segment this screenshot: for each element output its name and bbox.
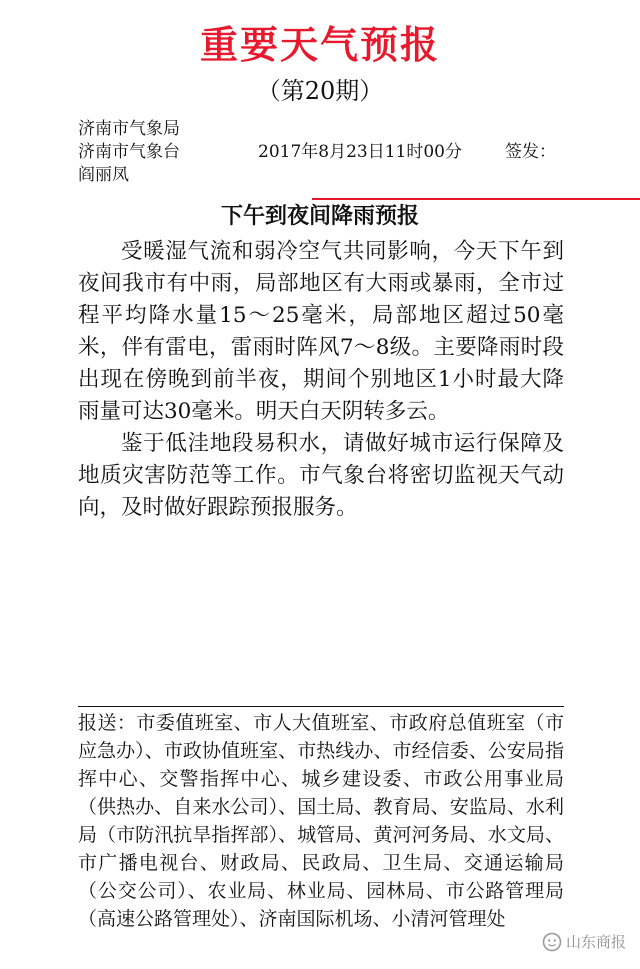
forecast-paragraph-2: 鉴于低洼地段易积水，请做好城市运行保障及地质灾害防范等工作。市气象台将密切监视天气动向，及时做好跟踪预报服务。	[78, 431, 564, 520]
issuer-station: 济南市气象台	[78, 142, 180, 162]
watermark-text: 山东商报	[565, 933, 626, 951]
forecast-body	[78, 236, 564, 524]
recipients-list: 报送：市委值班室、市人大值班室、市政府总值班室（市应急办）、市政协值班室、市热线办、市经信委、公安局指挥中心、交警指挥中心、城乡建设委、市政公用事业局（供热办、自来水公司）、国土局、教育局、安监局、水利局（市防汛抗旱指挥部）、城管局、黄河河务局、水文局、市广播电视台、财政局、民政局、卫生局、交通运输局（公交公司）、农业局、林业局、园林局、市公路管理局（高速公路管理处）、济南国际机场、小清河管理处	[78, 706, 564, 933]
wechat-icon	[542, 932, 562, 952]
sign-label: 签发：	[505, 142, 556, 162]
issuer-bureau: 济南市气象局	[78, 119, 180, 139]
document-title: 重要天气预报	[199, 22, 440, 67]
watermark	[538, 930, 630, 953]
forecast-paragraph-1: 受暖湿气流和弱冷空气共同影响，今天下午到夜间我市有中雨，局部地区有大雨或暴雨，全市过程平均降水量15～25毫米，局部地区超过50毫米，伴有雷电，雷雨时阵风7～8级。主要降雨时段出现在傍晚到前半夜，期间个别地区1小时最大降雨量可达30毫米。明天白天阴转多云。	[78, 239, 564, 424]
author-name: 阎丽凤	[78, 165, 129, 185]
issue-number: （第20期）	[256, 77, 384, 105]
forecast-headline: 下午到夜间降雨预报	[220, 203, 419, 229]
issue-datetime: 2017年8月23日11时00分	[258, 142, 462, 162]
